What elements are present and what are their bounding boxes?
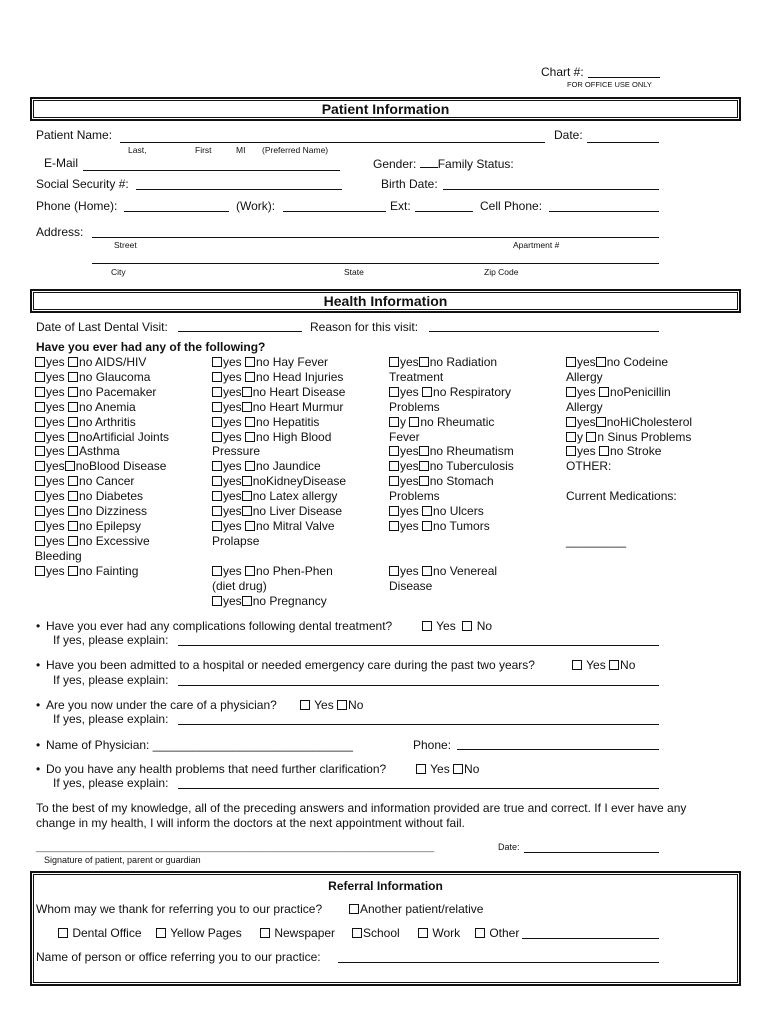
signature-line[interactable]: ______________________________________________________________________________ (36, 842, 435, 852)
conditions-column-3 (389, 355, 514, 594)
yes-checkbox[interactable] (35, 370, 46, 384)
cell-field[interactable] (549, 211, 659, 212)
yes-label: yes (223, 459, 246, 474)
yes-label: yes (577, 444, 600, 459)
condition-item: (diet drug) (212, 578, 267, 593)
condition-item: yes no Dizziness (35, 504, 169, 519)
no-checkbox[interactable] (419, 444, 430, 458)
yes-checkbox[interactable] (212, 519, 223, 533)
conditions-question: Have you ever had any of the following? (36, 340, 266, 354)
condition-item: Pressure (212, 444, 261, 459)
yes-checkbox[interactable] (566, 385, 577, 399)
health-info-title: Health Information (323, 293, 448, 309)
yes-checkbox[interactable] (389, 504, 400, 518)
yes-label: yes (223, 414, 246, 429)
gender-label: Gender: Family Status: (373, 157, 514, 171)
yes-label: yes (46, 384, 69, 399)
state-caption: State (344, 267, 364, 277)
q1-options[interactable]: Yes No (422, 619, 492, 633)
condition-item: yes no Excessive (35, 534, 169, 549)
yes-checkbox[interactable] (212, 489, 223, 503)
office-use-note: FOR OFFICE USE ONLY (567, 80, 652, 89)
yes-checkbox[interactable] (212, 400, 223, 414)
yes-label: yes (223, 384, 242, 399)
no-checkbox[interactable] (68, 504, 79, 518)
no-checkbox[interactable] (68, 385, 79, 399)
yes-label: yes (223, 518, 246, 533)
referral-option-dental-office[interactable]: Dental Office (58, 926, 142, 940)
q3-explain-field[interactable] (178, 724, 659, 725)
condition-item: yes no Arthritis (35, 415, 169, 430)
reason-field[interactable] (429, 331, 659, 332)
yes-checkbox[interactable] (389, 415, 400, 429)
condition-item: yes no Pregnancy (212, 594, 346, 609)
yes-label: yes (400, 504, 423, 519)
yes-checkbox[interactable] (212, 430, 223, 444)
ext-field[interactable] (415, 211, 473, 212)
yes-label: yes (223, 399, 242, 414)
yes-checkbox[interactable] (35, 489, 46, 503)
yes-label: yes (400, 444, 419, 459)
yes-label: yes (577, 414, 596, 429)
no-checkbox[interactable] (68, 519, 79, 533)
yes-checkbox[interactable] (35, 415, 46, 429)
yes-checkbox[interactable] (212, 504, 223, 518)
condition-item (566, 504, 692, 519)
q5-explain-label: If yes, please explain: (53, 776, 169, 790)
yes-label: yes (46, 369, 69, 384)
q3-text: • Are you now under the care of a physician? (36, 698, 277, 712)
yes-checkbox[interactable] (212, 385, 223, 399)
yes-label: yes (46, 533, 69, 548)
q2-text: • Have you been admitted to a hospital or needed emergency care during the past two years? (36, 658, 535, 672)
condition-item: yes no Stomach (389, 474, 514, 489)
work-label: (Work): (236, 199, 276, 213)
address-label: Address: (36, 225, 84, 239)
condition-item: yes no Heart Disease (212, 385, 346, 400)
referral-question: Whom may we thank for referring you to our practice? (36, 902, 323, 916)
condition-item: Allergy (566, 399, 603, 414)
city-state-zip-field[interactable] (92, 263, 659, 264)
no-checkbox[interactable] (419, 474, 430, 488)
yes-checkbox[interactable] (566, 355, 577, 369)
condition-item: Allergy (566, 369, 603, 384)
yes-label: yes (223, 593, 242, 608)
yes-label: yes (400, 459, 419, 474)
sub-last: Last, (128, 145, 147, 155)
condition-item: yes noBlood Disease (35, 459, 169, 474)
yes-label: yes (223, 429, 246, 444)
no-checkbox[interactable] (242, 489, 253, 503)
condition-item: yes no Tumors (389, 519, 514, 534)
no-checkbox[interactable] (422, 504, 433, 518)
email-field[interactable] (83, 170, 340, 171)
yes-label: yes (46, 444, 69, 459)
condition-item (389, 534, 514, 549)
yes-checkbox[interactable] (35, 459, 46, 473)
q5-text: • Do you have any health problems that need further clarification? (36, 762, 386, 776)
referral-option-newspaper[interactable]: Newspaper (260, 926, 335, 940)
patient-info-title: Patient Information (321, 101, 450, 117)
condition-item: yes no Jaundice (212, 459, 346, 474)
birth-date-field[interactable] (443, 189, 659, 190)
yes-label: yes (223, 355, 246, 369)
no-checkbox[interactable] (599, 444, 610, 458)
yes-label: yes (46, 489, 69, 504)
no-checkbox[interactable] (68, 430, 79, 444)
yes-label: yes (46, 518, 69, 533)
no-checkbox[interactable] (422, 564, 433, 578)
yes-label: yes (46, 414, 69, 429)
yes-checkbox[interactable] (212, 415, 223, 429)
yes-checkbox[interactable] (35, 534, 46, 548)
condition-item: yes no Tuberculosis (389, 459, 514, 474)
yes-label: y (400, 414, 410, 429)
yes-label: y (577, 429, 587, 444)
yes-checkbox[interactable] (35, 474, 46, 488)
condition-item: yes no Ulcers (389, 504, 514, 519)
physician-phone-label: Phone: (413, 738, 452, 752)
condition-item: yes no AIDS/HIV (35, 355, 169, 370)
no-checkbox[interactable] (245, 564, 256, 578)
yes-label: yes (46, 474, 69, 489)
q3-options[interactable]: Yes No (300, 698, 363, 712)
condition-item: yes no Phen-Phen (212, 564, 346, 579)
q3-explain-label: If yes, please explain: (53, 712, 169, 726)
street-field[interactable] (92, 237, 659, 238)
condition-item: yes no Epilepsy (35, 519, 169, 534)
no-checkbox[interactable] (419, 355, 430, 369)
no-checkbox[interactable] (419, 459, 430, 473)
condition-item: Prolapse (212, 533, 260, 548)
q1-text: • Have you ever had any complications following dental treatment? (36, 619, 392, 633)
condition-item: y n Sinus Problems (566, 430, 692, 445)
no-checkbox[interactable] (242, 594, 253, 608)
q2-explain-field[interactable] (178, 685, 659, 686)
ext-label: Ext: (390, 199, 411, 213)
no-checkbox[interactable] (68, 534, 79, 548)
condition-item: yes no Hay Fever (212, 355, 346, 370)
condition-item: Treatment (389, 369, 444, 384)
yes-label: yes (223, 369, 246, 384)
another-patient-option[interactable]: Another patient/relative (349, 902, 483, 916)
condition-item: yes noKidneyDisease (212, 474, 346, 489)
no-checkbox[interactable] (65, 459, 76, 473)
referral-option-work[interactable]: Work (418, 926, 460, 940)
yes-label: yes (46, 504, 69, 519)
condition-item: yes noHiCholesterol (566, 415, 692, 430)
yes-label: yes (400, 384, 423, 399)
yes-checkbox[interactable] (389, 474, 400, 488)
yes-label: yes (223, 563, 246, 578)
condition-item: Current Medications: (566, 489, 677, 504)
last-visit-field[interactable] (178, 331, 302, 332)
date-field[interactable] (587, 142, 659, 143)
yes-checkbox[interactable] (212, 564, 223, 578)
condition-item: yes no Latex allergy (212, 489, 346, 504)
street-caption: Street (114, 240, 137, 250)
no-checkbox[interactable] (596, 415, 607, 429)
yes-checkbox[interactable] (566, 430, 577, 444)
condition-item (389, 549, 514, 564)
yes-label: yes (46, 429, 69, 444)
conditions-column-2 (212, 355, 346, 608)
q5-options[interactable]: Yes No (416, 762, 479, 776)
yes-checkbox[interactable] (212, 594, 223, 608)
no-checkbox[interactable] (422, 385, 433, 399)
yes-checkbox[interactable] (389, 564, 400, 578)
yes-checkbox[interactable] (35, 430, 46, 444)
ssn-label: Social Security #: (36, 177, 129, 191)
condition-item: Problems (389, 399, 440, 414)
yes-checkbox[interactable] (566, 444, 577, 458)
no-checkbox[interactable] (245, 370, 256, 384)
yes-label: yes (577, 355, 596, 369)
yes-checkbox[interactable] (389, 459, 400, 473)
cell-label: Cell Phone: (480, 199, 543, 213)
condition-item: Bleeding (35, 548, 82, 563)
condition-item: Problems (389, 489, 440, 504)
sub-first: First (195, 145, 212, 155)
no-checkbox[interactable] (245, 519, 256, 533)
patient-name-field[interactable] (120, 142, 545, 143)
no-checkbox[interactable] (242, 474, 253, 488)
condition-item: yes no Codeine (566, 355, 692, 370)
patient-name-label: Patient Name: (36, 128, 113, 142)
condition-item: yes no Mitral Valve (212, 519, 346, 534)
condition-item: yes no Diabetes (35, 489, 169, 504)
condition-item: OTHER: (566, 459, 612, 474)
yes-label: yes (46, 459, 65, 474)
q2-explain-label: If yes, please explain: (53, 673, 169, 687)
ssn-field[interactable] (136, 189, 342, 190)
condition-item: yes no Hepatitis (212, 415, 346, 430)
yes-checkbox[interactable] (35, 519, 46, 533)
no-checkbox[interactable] (242, 385, 253, 399)
q5-explain-field[interactable] (178, 788, 659, 789)
no-checkbox[interactable] (68, 564, 79, 578)
no-checkbox[interactable] (586, 430, 597, 444)
condition-item: yes no Anemia (35, 400, 169, 415)
no-checkbox[interactable] (68, 370, 79, 384)
condition-item: yes no Cancer (35, 474, 169, 489)
no-checkbox[interactable] (245, 459, 256, 473)
no-checkbox[interactable] (68, 355, 79, 369)
last-visit-label: Date of Last Dental Visit: (36, 320, 168, 334)
referral-option-other[interactable]: Other (475, 926, 519, 940)
condition-item (566, 519, 692, 534)
no-checkbox[interactable] (245, 415, 256, 429)
condition-item: y no Rheumatic (389, 415, 514, 430)
yes-checkbox[interactable] (212, 355, 223, 369)
condition-item (566, 474, 692, 489)
no-checkbox[interactable] (68, 444, 79, 458)
yes-checkbox[interactable] (35, 355, 46, 369)
condition-item: yes noArtificial Joints (35, 430, 169, 445)
referral-title: Referral Information (328, 879, 443, 893)
no-checkbox[interactable] (68, 415, 79, 429)
q1-explain-label: If yes, please explain: (53, 633, 169, 647)
condition-item: yes no Radiation (389, 355, 514, 370)
yes-checkbox[interactable] (35, 504, 46, 518)
referral-option-yellow-pages[interactable]: Yellow Pages (156, 926, 242, 940)
referrer-name-label: Name of person or office referring you to our practice: (36, 950, 321, 964)
conditions-column-4 (566, 355, 692, 549)
gender-field[interactable] (420, 157, 438, 168)
signature-date-field[interactable] (524, 852, 659, 853)
physician-label: • Name of Physician: ______________________________ (36, 738, 353, 752)
condition-item: yes Asthma (35, 444, 169, 459)
sub-preferred: (Preferred Name) (262, 145, 329, 155)
yes-checkbox[interactable] (389, 444, 400, 458)
yes-label: yes (400, 355, 419, 369)
yes-label: yes (223, 504, 242, 519)
condition-item: yes no Heart Murmur (212, 400, 346, 415)
condition-item (212, 549, 346, 564)
no-checkbox[interactable] (68, 474, 79, 488)
condition-item: yes noPenicillin (566, 385, 692, 400)
city-caption: City (111, 267, 126, 277)
condition-item: yes no Liver Disease (212, 504, 346, 519)
condition-item: yes no Venereal (389, 564, 514, 579)
email-label: E-Mail (44, 156, 79, 170)
condition-item: Disease (389, 578, 433, 593)
yes-checkbox[interactable] (566, 415, 577, 429)
no-checkbox[interactable] (68, 400, 79, 414)
condition-item: Fever (389, 429, 420, 444)
phone-home-label: Phone (Home): (36, 199, 118, 213)
condition-item: yes no Pacemaker (35, 385, 169, 400)
yes-label: yes (46, 399, 69, 414)
referral-other-field[interactable] (522, 938, 659, 939)
yes-checkbox[interactable] (389, 519, 400, 533)
no-checkbox[interactable] (409, 415, 420, 429)
condition-item: yes no Respiratory (389, 385, 514, 400)
yes-checkbox[interactable] (212, 459, 223, 473)
yes-checkbox[interactable] (212, 474, 223, 488)
date-label: Date: (554, 128, 583, 142)
yes-label: yes (400, 563, 423, 578)
yes-label: yes (577, 384, 600, 399)
chart-number-field[interactable] (588, 77, 660, 78)
yes-checkbox[interactable] (35, 385, 46, 399)
statement-line-2: change in my health, I will inform the doctors at the next appointment without fail. (36, 816, 465, 830)
no-checkbox[interactable] (599, 385, 610, 399)
yes-checkbox[interactable] (212, 370, 223, 384)
yes-checkbox[interactable] (35, 400, 46, 414)
q1-explain-field[interactable] (178, 645, 659, 646)
phone-home-field[interactable] (124, 211, 229, 212)
reason-label: Reason for this visit: (310, 320, 419, 334)
yes-label: yes (223, 474, 242, 489)
condition-item: yes no Head Injuries (212, 370, 346, 385)
yes-checkbox[interactable] (389, 385, 400, 399)
yes-checkbox[interactable] (35, 444, 46, 458)
condition-item: yes no Glaucoma (35, 370, 169, 385)
chart-number-label: Chart #: (541, 65, 584, 79)
birth-date-label: Birth Date: (381, 177, 438, 191)
condition-item: _________ (566, 533, 627, 548)
zip-caption: Zip Code (484, 267, 519, 277)
conditions-column-1 (35, 355, 169, 579)
no-checkbox[interactable] (245, 430, 256, 444)
signature-caption: Signature of patient, parent or guardian (44, 855, 201, 865)
yes-label: yes (223, 489, 242, 504)
yes-label: yes (400, 474, 419, 489)
sub-mi: MI (236, 145, 246, 155)
no-checkbox[interactable] (242, 504, 253, 518)
work-phone-field[interactable] (283, 211, 386, 212)
no-checkbox[interactable] (68, 489, 79, 503)
condition-item: yes no Fainting (35, 564, 169, 579)
statement-line-1: To the best of my knowledge, all of the preceding answers and information provided are true and correct. If I ever have any (36, 801, 687, 815)
physician-phone-field[interactable] (457, 749, 659, 750)
signature-date-label: Date: (498, 842, 520, 852)
yes-checkbox[interactable] (35, 564, 46, 578)
apartment-caption: Apartment # (513, 240, 560, 250)
health-info-header (30, 289, 741, 313)
patient-info-header (30, 97, 741, 121)
no-checkbox[interactable] (242, 400, 253, 414)
yes-label: yes (46, 355, 69, 369)
no-checkbox[interactable] (422, 519, 433, 533)
condition-item: yes no Stroke (566, 444, 692, 459)
yes-checkbox[interactable] (389, 355, 400, 369)
referral-option-school[interactable]: School (352, 926, 400, 940)
yes-label: yes (400, 518, 423, 533)
q2-options[interactable]: Yes No (572, 658, 635, 672)
condition-item: yes no Rheumatism (389, 444, 514, 459)
referrer-name-field[interactable] (338, 962, 659, 963)
yes-label: yes (46, 563, 69, 578)
condition-item: yes no High Blood (212, 430, 346, 445)
no-checkbox[interactable] (596, 355, 607, 369)
no-checkbox[interactable] (245, 355, 256, 369)
